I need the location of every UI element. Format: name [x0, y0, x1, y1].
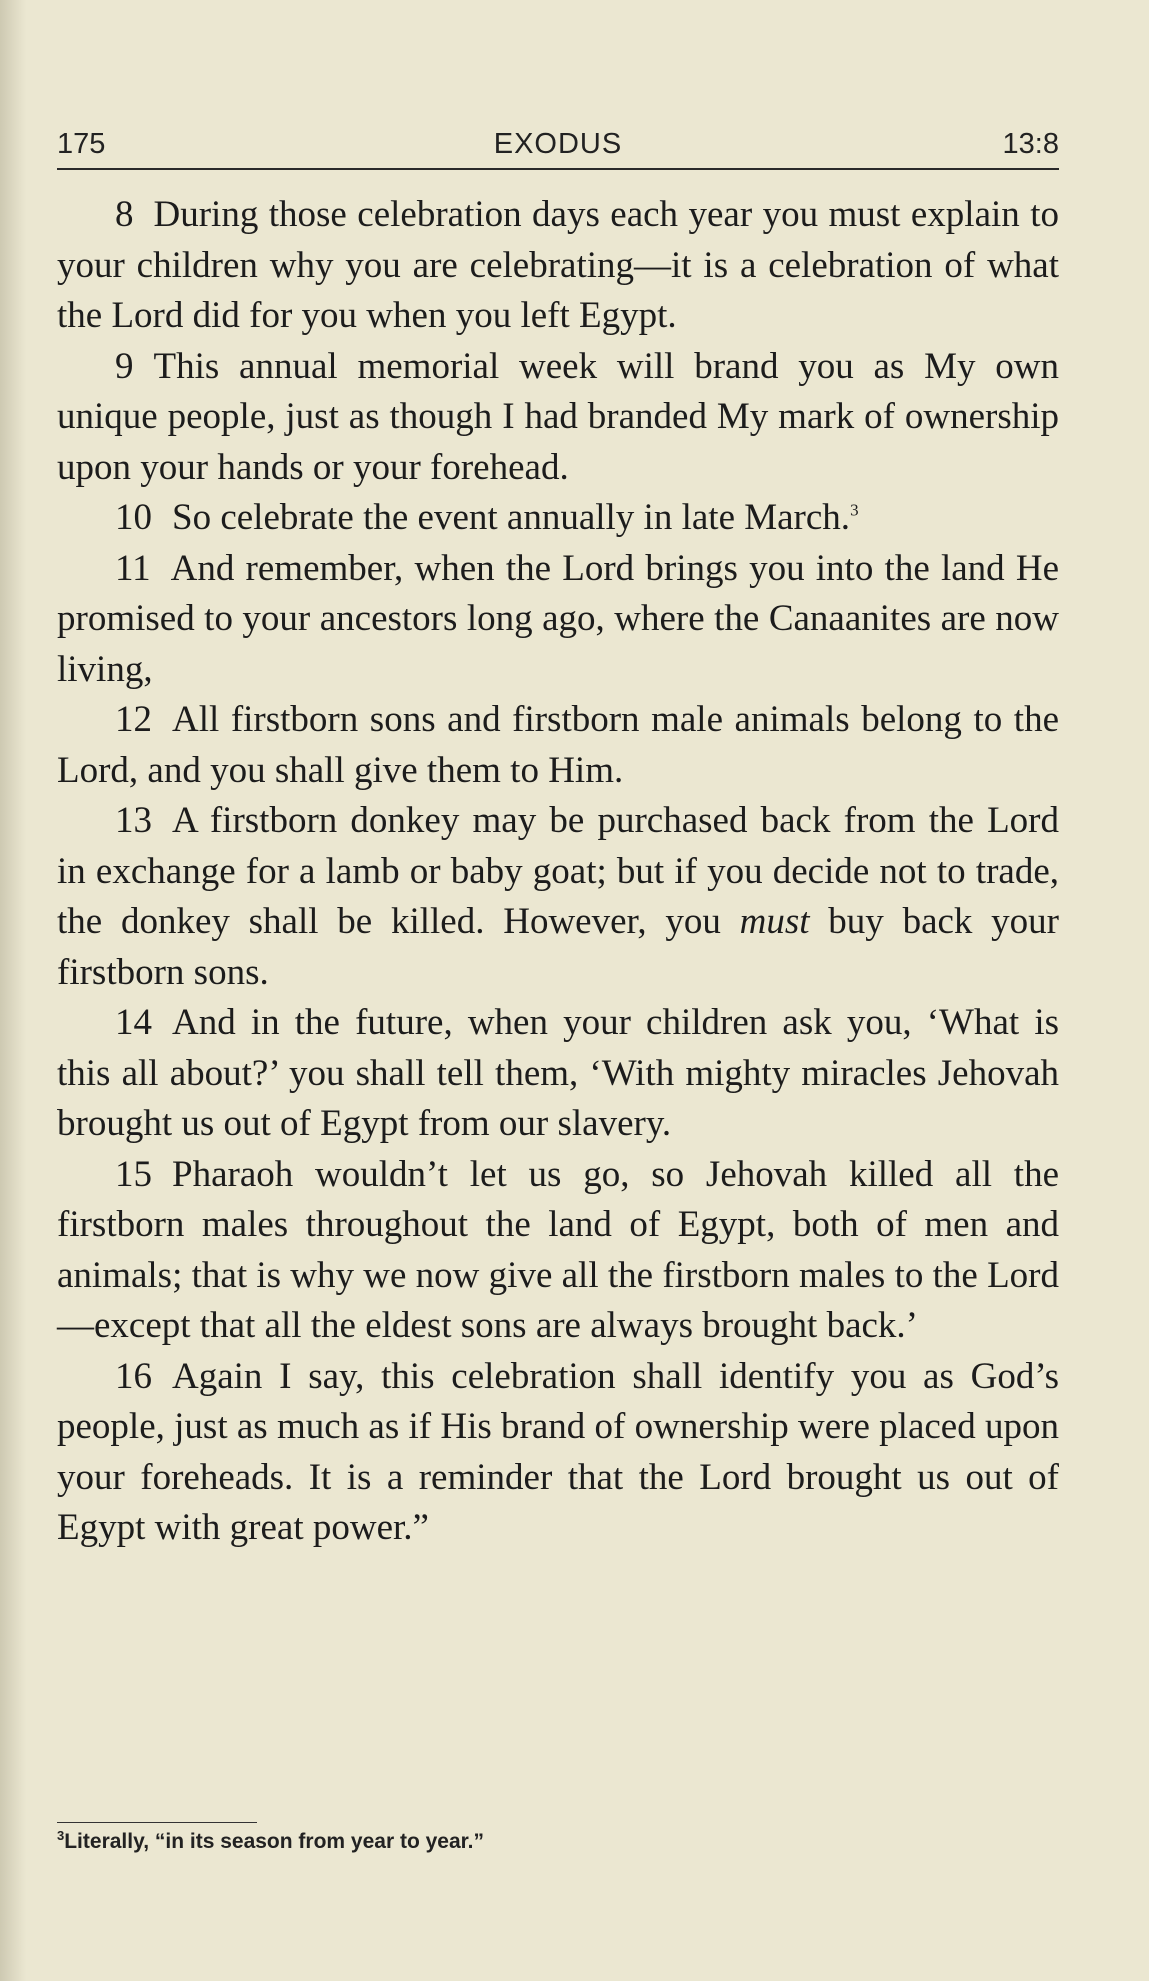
- verse-text: This annual memorial week will brand you as My own unique people, just as though I had branded My mark of ownership upon your hands or your forehead.: [57, 345, 1059, 488]
- header-rule: [57, 168, 1059, 170]
- verse-number: 10: [115, 497, 152, 538]
- verse-text: All firstborn sons and firstborn male animals belong to the Lord, and you shall give them to Him.: [57, 699, 1059, 791]
- running-header: [57, 128, 1059, 168]
- verse-number: 11: [115, 547, 151, 589]
- footnote: [57, 1828, 484, 1854]
- verse: [57, 796, 1059, 998]
- verse-text: So celebrate the event annually in late March.: [172, 497, 851, 538]
- chapter-verse-reference: 13:8: [1002, 128, 1059, 160]
- footnote-reference[interactable]: 3: [850, 500, 859, 520]
- verse-text: And in the future, when your children ask you, ‘What is this all about?’ you shall tell them, ‘With mighty miracles Jehovah brought us out of Egypt from our slavery.: [57, 1002, 1059, 1144]
- verse-number: 9: [115, 345, 134, 387]
- verse: [57, 342, 1059, 494]
- verse: [57, 1352, 1059, 1554]
- verse-number: 15: [115, 1153, 152, 1195]
- verse-text: A firstborn donkey may be purchased back from the Lord in exchange for a lamb or baby goat; but if you decide not to trade, the donkey shall be killed. However, you: [57, 800, 1059, 942]
- verse: [57, 544, 1059, 696]
- page-number: 175: [57, 128, 106, 160]
- verse-number: 12: [115, 699, 152, 740]
- verse-text: buy back your firstborn sons.: [57, 901, 1059, 993]
- emphasized-word: must: [739, 901, 810, 942]
- verse-number: 16: [115, 1355, 152, 1397]
- binding-shadow: [0, 0, 26, 1981]
- verse-text: Again I say, this celebration shall identify you as God’s people, just as much as if His brand of ownership were placed upon your foreheads. It is a reminder that the Lord brought us out of Egypt with great power.”: [57, 1355, 1059, 1548]
- verse-text: During those celebration days each year you must explain to your children why you are celebrating—it is a celebration of what the Lord did for you when you left Egypt.: [57, 194, 1059, 336]
- footnote-text: Literally, “in its season from year to year.”: [64, 1830, 485, 1853]
- verse-text: And remember, when the Lord brings you into the land He promised to your ancestors long ago, where the Canaanites are now living,: [57, 547, 1059, 690]
- body-text: [57, 190, 1059, 1554]
- verse-number: 8: [115, 194, 134, 235]
- verse: [57, 493, 1059, 544]
- verse: [57, 998, 1059, 1150]
- footnote-marker: 3: [57, 1828, 65, 1843]
- verse: [57, 695, 1059, 796]
- verse-number: 13: [115, 800, 152, 841]
- book-title: EXODUS: [493, 128, 623, 160]
- verse-text: Pharaoh wouldn’t let us go, so Jehovah killed all the firstborn males throughout the land of Egypt, both of men and animals; that is why we now give all the firstborn males to the Lord—except that all the eldest sons are always brought back.’: [57, 1153, 1059, 1346]
- verse: [57, 1150, 1059, 1352]
- verse-number: 14: [115, 1002, 152, 1043]
- verse: [57, 190, 1059, 342]
- footnote-rule: [57, 1822, 257, 1823]
